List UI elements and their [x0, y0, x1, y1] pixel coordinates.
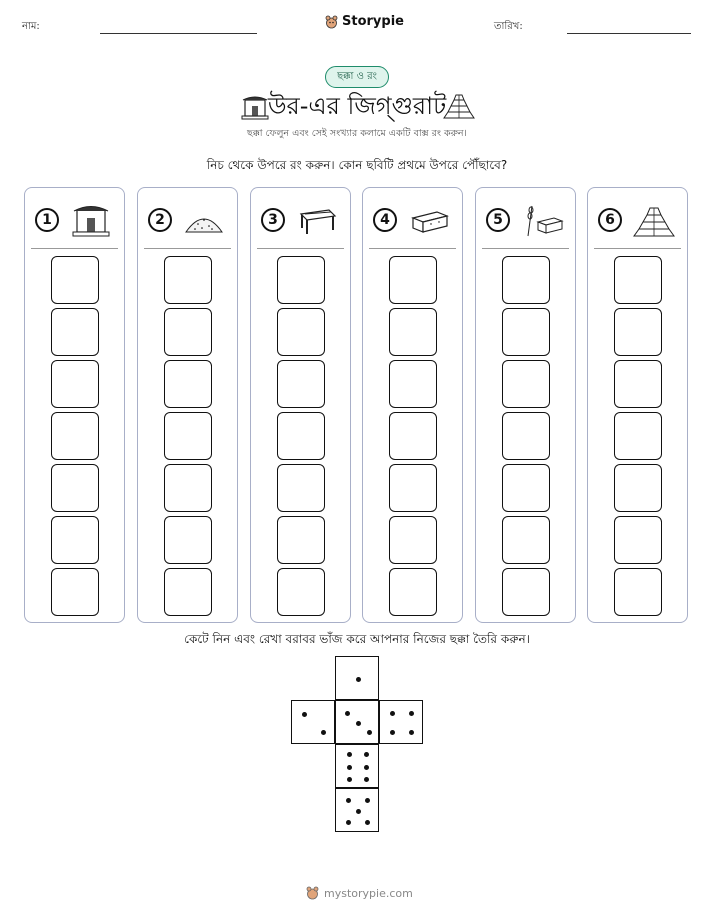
color-box[interactable] — [277, 360, 325, 408]
color-box[interactable] — [164, 568, 212, 616]
grain-pile-icon — [182, 202, 226, 238]
race-column-2 — [137, 187, 238, 623]
column-number: 2 — [148, 208, 172, 232]
dice-pip — [347, 765, 352, 770]
column-divider — [369, 248, 456, 249]
activity-tag: ছক্কা ও রং — [325, 66, 389, 88]
footer-url: mystorypie.com — [324, 886, 413, 900]
date-line[interactable] — [567, 33, 691, 34]
dice-pip — [356, 721, 361, 726]
column-divider — [257, 248, 344, 249]
column-divider — [482, 248, 569, 249]
color-box[interactable] — [502, 360, 550, 408]
color-box[interactable] — [389, 256, 437, 304]
color-box[interactable] — [389, 464, 437, 512]
color-box[interactable] — [164, 360, 212, 408]
dice-pip — [321, 730, 326, 735]
dice-pip — [346, 820, 351, 825]
date-label: তারিখ: — [494, 21, 523, 32]
color-box[interactable] — [51, 308, 99, 356]
dice-pip — [345, 711, 350, 716]
name-label: নাম: — [22, 21, 40, 32]
color-box[interactable] — [389, 568, 437, 616]
dice-face-3 — [335, 700, 379, 744]
color-box[interactable] — [389, 360, 437, 408]
footer — [306, 886, 413, 900]
instruction-text: নিচ থেকে উপরে রং করুন। কোন ছবিটি প্রথমে উপরে পৌঁছাবে? — [206, 158, 508, 172]
race-column-3 — [250, 187, 351, 623]
race-column-6 — [587, 187, 688, 623]
color-box[interactable] — [164, 256, 212, 304]
color-box[interactable] — [277, 256, 325, 304]
column-divider — [144, 248, 231, 249]
column-number: 5 — [486, 208, 510, 232]
storypie-logo-icon — [325, 15, 338, 29]
color-box[interactable] — [277, 308, 325, 356]
column-divider — [594, 248, 681, 249]
color-box[interactable] — [614, 308, 662, 356]
color-box[interactable] — [51, 256, 99, 304]
color-box[interactable] — [164, 464, 212, 512]
dice-pip — [367, 730, 372, 735]
dice-face-6 — [335, 744, 379, 788]
color-box[interactable] — [277, 568, 325, 616]
dice-face-4 — [379, 700, 423, 744]
dice-face-2 — [291, 700, 335, 744]
dice-pip — [409, 730, 414, 735]
color-box[interactable] — [389, 308, 437, 356]
race-column-5 — [475, 187, 576, 623]
cut-instruction: কেটে নিন এবং রেখা বরাবর ভাঁজ করে আপনার নিজের ছক্কা তৈরি করুন। — [184, 632, 530, 646]
color-box[interactable] — [614, 516, 662, 564]
temple-icon — [69, 202, 113, 238]
color-box[interactable] — [502, 308, 550, 356]
color-box[interactable] — [614, 412, 662, 460]
dice-pip — [347, 752, 352, 757]
column-number: 1 — [35, 208, 59, 232]
color-box[interactable] — [277, 412, 325, 460]
brand — [325, 14, 404, 29]
wheat-and-brick-icon — [520, 202, 564, 238]
column-number: 3 — [261, 208, 285, 232]
race-column-4 — [362, 187, 463, 623]
dice-face-1 — [335, 656, 379, 700]
color-box[interactable] — [277, 516, 325, 564]
ziggurat-icon — [632, 202, 676, 238]
wooden-frame-icon — [295, 202, 339, 238]
dice-pip — [364, 777, 369, 782]
page-title: উর-এর জিগ্গুরাট — [267, 92, 447, 120]
color-box[interactable] — [164, 308, 212, 356]
color-box[interactable] — [614, 360, 662, 408]
color-box[interactable] — [502, 516, 550, 564]
color-box[interactable] — [51, 412, 99, 460]
color-box[interactable] — [502, 568, 550, 616]
color-box[interactable] — [502, 256, 550, 304]
color-box[interactable] — [389, 412, 437, 460]
color-box[interactable] — [51, 516, 99, 564]
name-line[interactable] — [100, 33, 257, 34]
dice-pip — [346, 798, 351, 803]
column-number: 4 — [373, 208, 397, 232]
color-box[interactable] — [164, 516, 212, 564]
color-box[interactable] — [51, 568, 99, 616]
dice-pip — [364, 765, 369, 770]
page-subtitle: ছক্কা ফেলুন এবং সেই সংখ্যার কলামে একটি বাক্স রং করুন। — [247, 128, 467, 139]
color-box[interactable] — [502, 412, 550, 460]
dice-pip — [302, 712, 307, 717]
color-box[interactable] — [614, 256, 662, 304]
color-box[interactable] — [51, 464, 99, 512]
color-box[interactable] — [51, 360, 99, 408]
dice-pip — [364, 752, 369, 757]
color-box[interactable] — [389, 516, 437, 564]
storypie-logo-icon — [306, 886, 319, 900]
dice-pip — [409, 711, 414, 716]
color-box[interactable] — [502, 464, 550, 512]
dice-pip — [347, 777, 352, 782]
dice-pip — [390, 711, 395, 716]
dice-pip — [356, 677, 361, 682]
column-divider — [31, 248, 118, 249]
brand-name: Storypie — [342, 14, 404, 29]
ziggurat-icon — [442, 92, 476, 120]
mud-brick-icon — [407, 202, 451, 238]
color-box[interactable] — [614, 464, 662, 512]
dice-pip — [356, 809, 361, 814]
color-box[interactable] — [614, 568, 662, 616]
dice-pip — [365, 820, 370, 825]
race-column-1 — [24, 187, 125, 623]
column-number: 6 — [598, 208, 622, 232]
color-box[interactable] — [277, 464, 325, 512]
dice-face-5 — [335, 788, 379, 832]
dice-pip — [365, 798, 370, 803]
color-box[interactable] — [164, 412, 212, 460]
dice-pip — [390, 730, 395, 735]
